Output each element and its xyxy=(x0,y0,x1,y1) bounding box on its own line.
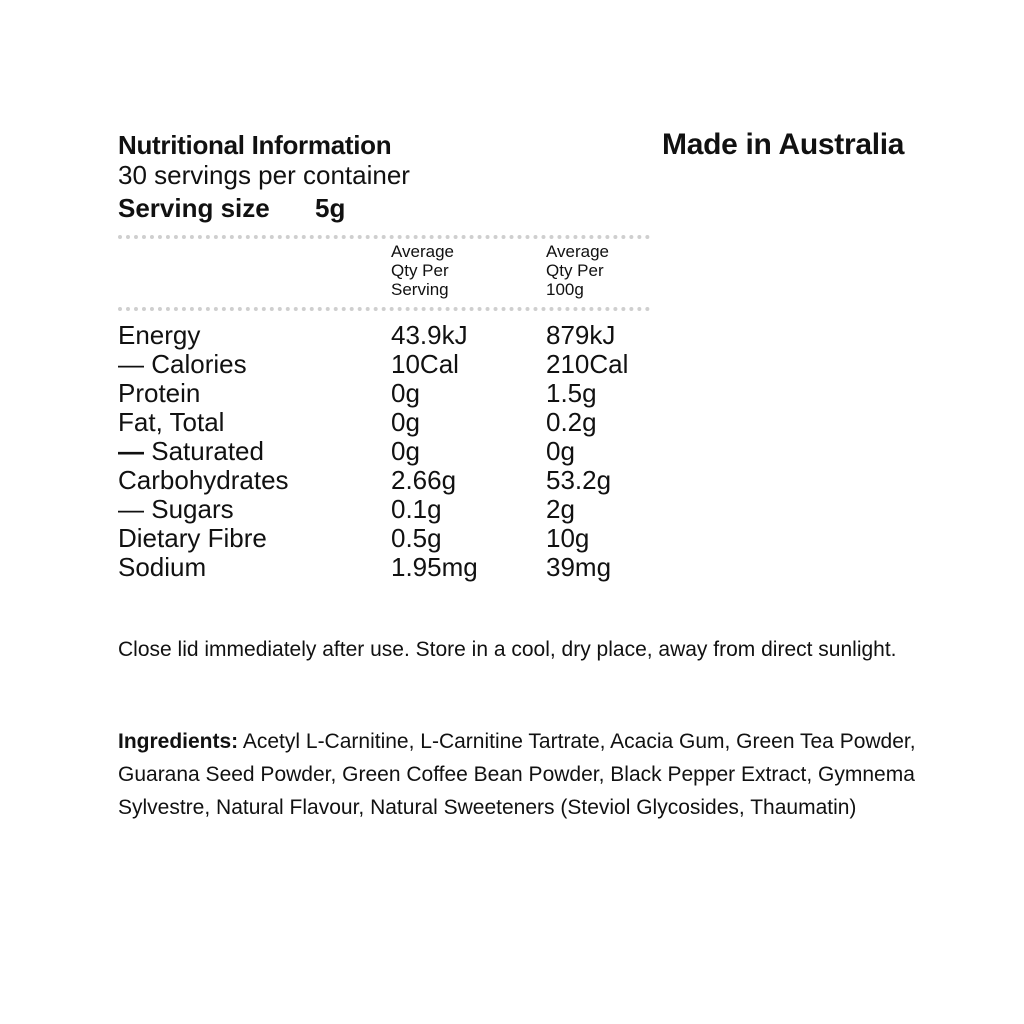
value-per-100g: 53.2g xyxy=(546,465,612,495)
dotted-divider-bottom xyxy=(118,307,650,311)
value-per-serving: 0g xyxy=(391,407,420,437)
table-row xyxy=(118,321,678,350)
value-per-100g: 10g xyxy=(546,523,590,553)
value-per-serving: 10Cal xyxy=(391,349,459,379)
column-header-per-serving xyxy=(391,242,521,299)
serving-size xyxy=(118,193,346,224)
nutrient-name: Carbohydrates xyxy=(118,465,289,495)
origin-statement: Made in Australia xyxy=(662,128,905,161)
table-row xyxy=(118,466,678,495)
value-per-serving: 0g xyxy=(391,436,420,466)
servings-per-container: 30 servings per container xyxy=(118,160,410,190)
serving-size-label: Serving size xyxy=(118,193,270,223)
panel-title: Nutritional Information xyxy=(118,130,392,160)
table-row xyxy=(118,495,678,524)
value-per-100g: 0g xyxy=(546,436,575,466)
column-header-line: Average xyxy=(546,242,610,261)
ingredients-list xyxy=(118,725,918,824)
column-header-per-100g xyxy=(546,242,676,299)
value-per-100g: 879kJ xyxy=(546,320,616,350)
nutrient-name: Protein xyxy=(118,378,201,408)
table-row xyxy=(118,553,678,582)
nutrient-name: — Sugars xyxy=(118,494,234,524)
table-row xyxy=(118,408,678,437)
column-header-line: Qty Per xyxy=(546,261,604,280)
dotted-divider-top xyxy=(118,235,650,239)
column-header-line: 100g xyxy=(546,280,584,299)
nutrient-name: — Saturated xyxy=(118,436,264,466)
ingredients-text: Acetyl L-Carnitine, L-Carnitine Tartrate, Acacia Gum, Green Tea Powder, Guarana Seed Powder, Green Coffee Bean Powder, Black Pepper Extract, Gymnema Sylvestre, Natural Flavour, Natural Sweeteners (Steviol Glycosides, Thaumatin) xyxy=(118,730,916,819)
value-per-serving: 2.66g xyxy=(391,465,457,495)
value-per-100g: 1.5g xyxy=(546,378,597,408)
column-header-line: Qty Per xyxy=(391,261,449,280)
value-per-100g: 2g xyxy=(546,494,575,524)
nutrient-name: Energy xyxy=(118,320,201,350)
nutrition-table xyxy=(118,321,678,582)
value-per-100g: 39mg xyxy=(546,552,612,582)
nutrient-name: Sodium xyxy=(118,552,207,582)
value-per-100g: 0.2g xyxy=(546,407,597,437)
value-per-100g: 210Cal xyxy=(546,349,629,379)
ingredients-label: Ingredients: xyxy=(118,730,239,753)
value-per-serving: 0g xyxy=(391,378,420,408)
value-per-serving: 0.5g xyxy=(391,523,442,553)
table-row xyxy=(118,350,678,379)
table-row xyxy=(118,437,678,466)
column-header-line: Serving xyxy=(391,280,449,299)
column-header-line: Average xyxy=(391,242,455,261)
value-per-serving: 1.95mg xyxy=(391,552,478,582)
nutrient-name: Dietary Fibre xyxy=(118,523,267,553)
table-row xyxy=(118,379,678,408)
value-per-serving: 43.9kJ xyxy=(391,320,468,350)
table-row xyxy=(118,524,678,553)
serving-size-value: 5g xyxy=(315,193,346,223)
value-per-serving: 0.1g xyxy=(391,494,442,524)
storage-instructions: Close lid immediately after use. Store in a cool, dry place, away from direct sunlight. xyxy=(118,638,897,661)
nutrient-name: — Calories xyxy=(118,349,247,379)
nutrient-name: Fat, Total xyxy=(118,407,225,437)
